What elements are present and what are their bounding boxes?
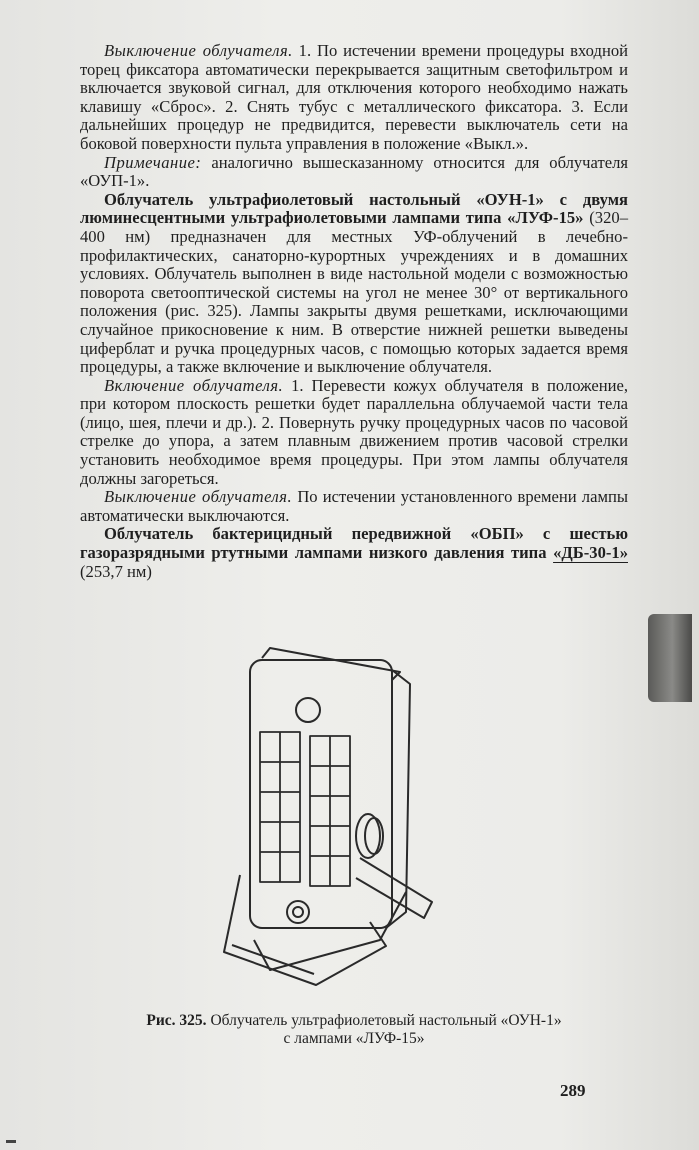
paragraph <box>80 525 628 581</box>
figure-caption <box>80 1012 628 1048</box>
caption-line-2: с лампами «ЛУФ-15» <box>283 1030 425 1047</box>
body-text <box>80 42 628 581</box>
paragraph <box>80 377 628 489</box>
text-run: Примечание: <box>104 152 202 172</box>
text-run: Включение облучателя. <box>104 375 284 395</box>
irradiator-illustration <box>210 640 460 1005</box>
corner-mark <box>6 1140 16 1143</box>
text-run: Выключение облучателя. <box>104 41 293 60</box>
caption-text: Облучатель ультрафиолетовый настольный «ОУН-1» <box>206 1012 562 1029</box>
text-run: 1. Перевести кожух облучателя в положение, при котором плоскость решетки будет параллельна облучаемой части тела (лицо, шея, плечи и др.). 2. Повернуть ручку процедурных часов по часовой стрелке до упора, а затем плавным движением против часовой стрелки установить необходимое время процедуры. При этом лампы облучателя должны загореться. <box>80 375 628 488</box>
text-run: «ДБ-30-1» <box>553 543 628 563</box>
paragraph <box>80 42 628 154</box>
text-run: (253,7 нм) <box>80 561 152 581</box>
paragraph <box>80 154 628 191</box>
caption-label: Рис. 325. <box>146 1012 207 1029</box>
text-run: (320–400 нм) предназначен для местных УФ-облучений в лечебно-профилактических, санаторно-курортных учреждениях и в домашних условиях. Облучатель выполнен в виде настольной модели с возможностью поворота светооптической системы на угол не менее 30° от вертикального положения (рис. 325). Лампы закрыты двумя решетками, исключающими случайное прикосновение к ним. В отверстие нижней решетки выведены циферблат и ручка процедурных часов, с помощью которых задается время процедуры, а также включение и выключение облучателя. <box>80 208 628 377</box>
text-run: 1. По истечении времени процедуры входной торец фиксатора автоматически перекрывается защитным светофильтром и включается звуковой сигнал, для отключения которого необходимо нажать клавишу «Сброс». 2. Снять тубус с металлического фиксатора. 3. Если дальнейших процедур не предвидится, перевести выключатель сети на боковой поверхности пульта управления в положение «Выкл.». <box>80 41 628 153</box>
text-run: По истечении установленного времени лампы автоматически выключаются. <box>80 487 628 525</box>
page-number: 289 <box>560 1081 586 1100</box>
paragraph <box>80 191 628 377</box>
text-run: Выключение облучателя. <box>104 487 293 507</box>
text-run: Облучатель бактерицидный передвижной «ОБП» с шестью газоразрядными ртутными лампами низкого давления типа <box>80 524 628 563</box>
paragraph <box>80 488 628 525</box>
text-run: аналогично вышесказанному относится для облучателя «ОУП-1». <box>80 152 628 191</box>
text-run: Облучатель ультрафиолетовый настольный «ОУН-1» с двумя люминесцентными ультрафиолетовыми лампами типа «ЛУФ-15» <box>80 189 628 228</box>
thumb-shadow <box>648 614 692 702</box>
